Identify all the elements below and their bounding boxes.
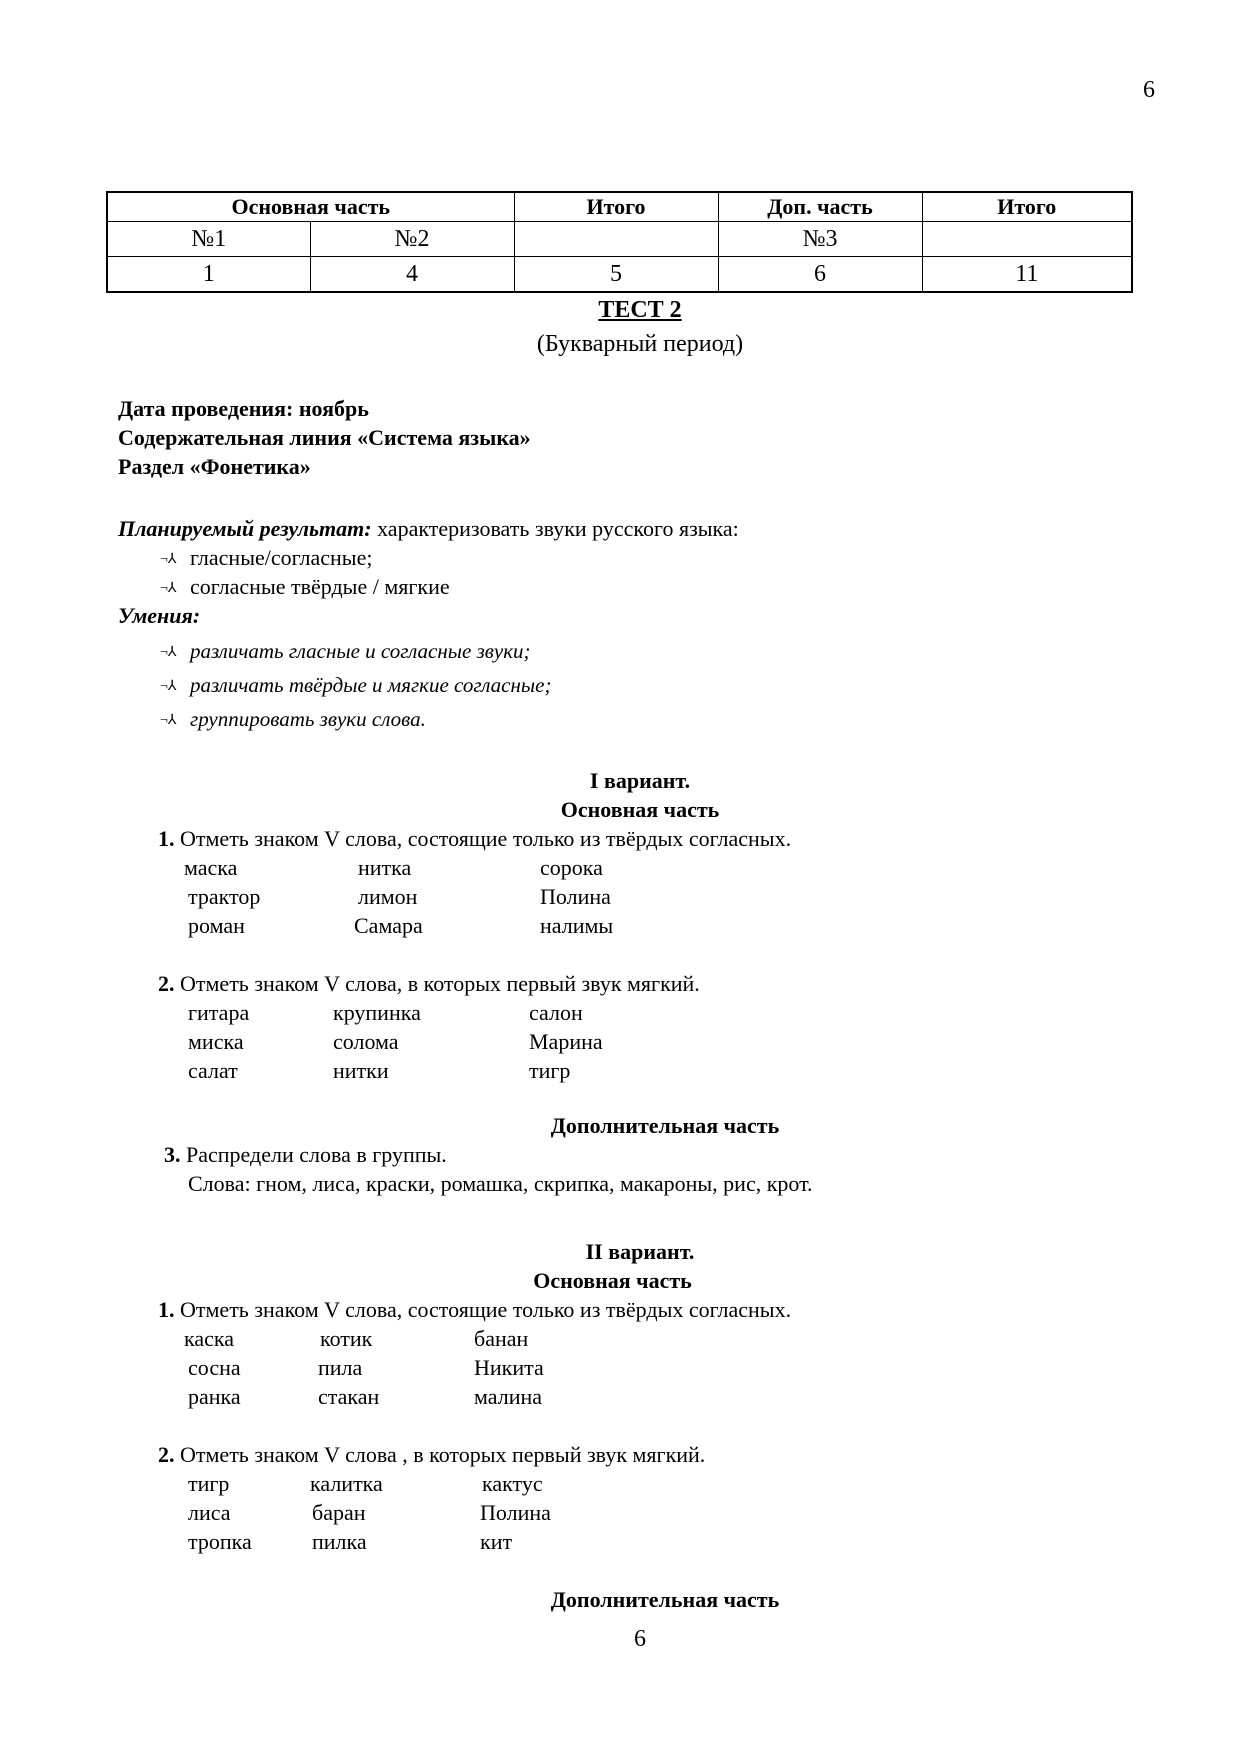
score-header-total-2: Итого [922,192,1132,222]
score-cell: 6 [718,257,922,293]
planned-item: ¬⅄ гласные/согласные; [160,545,372,573]
word: котик [320,1326,373,1351]
word: нитки [333,1058,389,1083]
info-content-line: Содержательная линия «Система языка» [118,425,531,450]
score-header-total-1: Итого [514,192,718,222]
test-subtitle: (Букварный период) [536,331,744,357]
word: налимы [540,913,614,938]
variant1-title: I вариант. [589,768,691,793]
variant2-extra-part: Дополнительная часть [550,1587,780,1612]
variant2-title: II вариант. [585,1239,695,1264]
score-cell: 4 [310,257,514,293]
word: лиса [188,1500,231,1525]
info-section: Раздел «Фонетика» [118,454,311,479]
word: солома [333,1029,399,1054]
skills-label: Умения: [118,603,201,628]
bullet-icon: ¬⅄ [160,679,177,694]
score-cell: №1 [107,222,310,257]
word: малина [474,1384,543,1409]
word: Никита [474,1355,544,1380]
planned-result [118,516,739,542]
bullet-icon: ¬⅄ [160,645,177,660]
skill-item: ¬⅄ группировать звуки слова. [160,706,426,734]
planned-result-label: Планируемый результат: [118,516,372,541]
bullet-icon: ¬⅄ [160,581,177,596]
word: Марина [529,1029,603,1054]
word: кактус [482,1471,543,1496]
variant1-task3-words: Слова: гном, лиса, краски, ромашка, скрипка, макароны, рис, крот. [188,1171,813,1196]
word: ранка [188,1384,241,1409]
variant2-task2: 2. Отметь знаком V слова , в которых первый звук мягкий. [158,1442,706,1467]
page-number-top: 6 [1143,77,1155,103]
word: кит [480,1529,513,1554]
word: трактор [188,884,261,909]
variant2-main-part: Основная часть [533,1268,692,1293]
test-title: ТЕСТ 2 [598,297,682,323]
word: гитара [188,1000,250,1025]
score-header-main: Основная часть [107,192,514,222]
word: салон [529,1000,583,1025]
variant1-task2: 2. Отметь знаком V слова, в которых первый звук мягкий. [158,971,700,996]
word: сорока [540,855,603,880]
word: салат [188,1058,238,1083]
word: тигр [188,1471,230,1496]
skill-item: ¬⅄ различать твёрдые и мягкие согласные; [160,672,551,700]
score-table [106,191,1133,293]
score-table-row [107,257,1132,293]
score-cell: №2 [310,222,514,257]
word: тропка [188,1529,252,1554]
score-cell: 5 [514,257,718,293]
word: лимон [358,884,418,909]
word: каска [184,1326,235,1351]
score-cell [514,222,718,257]
word: баран [312,1500,366,1525]
word: роман [188,913,245,938]
variant1-extra-part: Дополнительная часть [550,1113,780,1138]
variant1-main-part: Основная часть [560,797,720,822]
word: тигр [529,1058,571,1083]
word: Самара [354,913,423,938]
bullet-icon: ¬⅄ [160,713,177,728]
score-cell: 1 [107,257,310,293]
word: маска [184,855,238,880]
word: нитка [358,855,412,880]
score-cell: 11 [922,257,1132,293]
word: Полина [540,884,611,909]
score-cell [922,222,1132,257]
variant1-task3: 3. Распредели слова в группы. [164,1142,447,1167]
word: стакан [318,1384,380,1409]
score-header-extra: Доп. часть [718,192,922,222]
word: сосна [188,1355,241,1380]
variant1-task1: 1. Отметь знаком V слова, состоящие только из твёрдых согласных. [158,826,792,851]
score-cell: №3 [718,222,922,257]
score-table-row [107,222,1132,257]
skill-item: ¬⅄ различать гласные и согласные звуки; [160,638,531,666]
variant2-task1: 1. Отметь знаком V слова, состоящие только из твёрдых согласных. [158,1297,792,1322]
word: миска [188,1029,244,1054]
score-table-header-row [107,192,1132,222]
planned-result-text: характеризовать звуки русского языка: [371,516,739,541]
info-date: Дата проведения: ноябрь [118,396,369,421]
word: банан [474,1326,529,1351]
word: пила [318,1355,363,1380]
planned-item: ¬⅄ согласные твёрдые / мягкие [160,574,450,602]
word: Полина [480,1500,551,1525]
bullet-icon: ¬⅄ [160,552,177,567]
word: калитка [310,1471,383,1496]
word: крупинка [333,1000,421,1025]
page-number-bottom: 6 [634,1626,646,1652]
word: пилка [312,1529,367,1554]
